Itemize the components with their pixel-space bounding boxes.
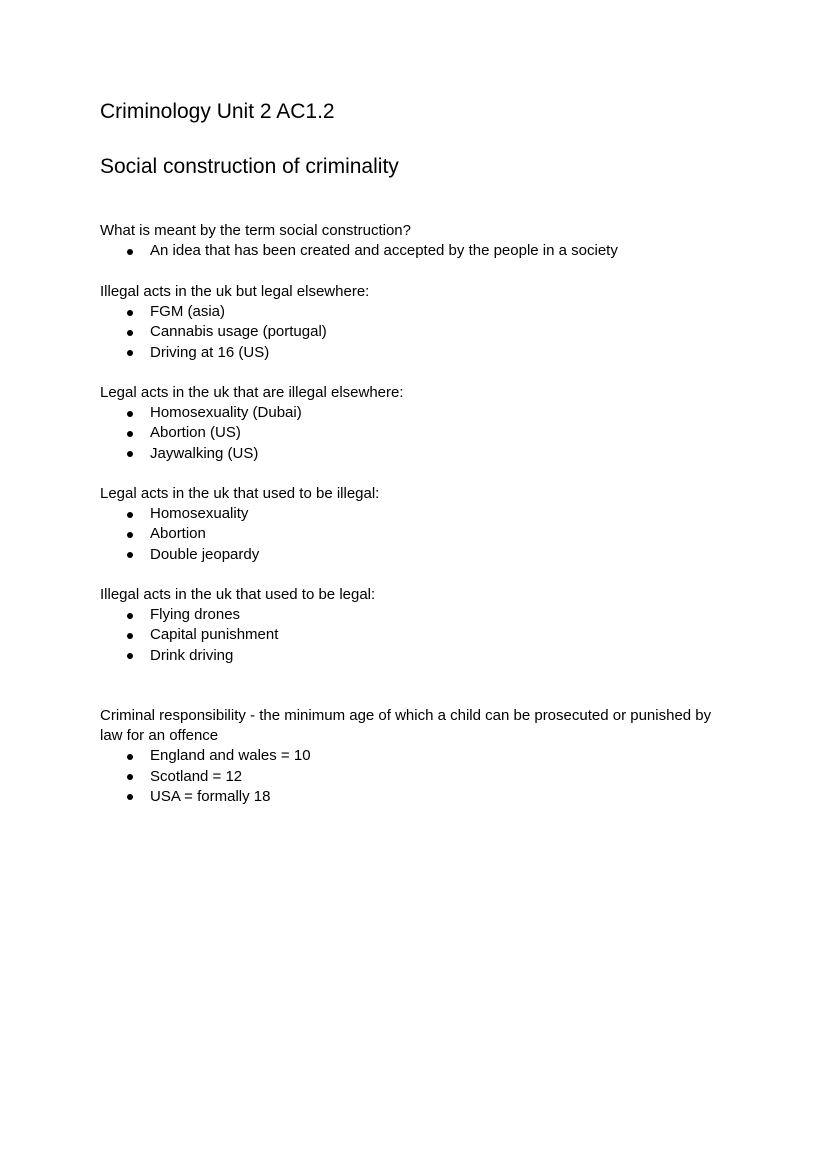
- list-item: Jaywalking (US): [100, 444, 730, 464]
- bullet-icon: [127, 774, 133, 780]
- bullet-icon: [127, 249, 133, 255]
- section-illegal-uk-legal-elsewhere: [100, 282, 730, 363]
- bullet-icon: [127, 754, 133, 760]
- bullet-list: [100, 746, 730, 807]
- list-item: Abortion: [100, 524, 730, 544]
- section-heading: Legal acts in the uk that used to be illegal:: [100, 485, 380, 502]
- bullet-list: [100, 605, 730, 666]
- bullet-list: [100, 302, 730, 363]
- list-item: Driving at 16 (US): [100, 343, 730, 363]
- list-item: Homosexuality (Dubai): [100, 403, 730, 423]
- list-item: Drink driving: [100, 646, 730, 666]
- list-item: An idea that has been created and accepted by the people in a society: [100, 241, 730, 261]
- bullet-icon: [127, 532, 133, 538]
- section-heading: What is meant by the term social construction?: [100, 222, 411, 239]
- list-item: England and wales = 10: [100, 746, 730, 766]
- section-heading: Illegal acts in the uk that used to be legal:: [100, 586, 376, 603]
- bullet-icon: [127, 552, 133, 558]
- list-item: FGM (asia): [100, 302, 730, 322]
- bullet-icon: [127, 330, 133, 336]
- bullet-list: [100, 403, 730, 464]
- list-item: USA = formally 18: [100, 787, 730, 807]
- list-item: Cannabis usage (portugal): [100, 322, 730, 342]
- section-criminal-responsibility: [100, 706, 730, 807]
- section-illegal-uk-used-to-be-legal: [100, 585, 730, 666]
- bullet-icon: [127, 512, 133, 518]
- list-item: Flying drones: [100, 605, 730, 625]
- section-heading: Illegal acts in the uk but legal elsewhere:: [100, 283, 370, 300]
- list-item: Abortion (US): [100, 423, 730, 443]
- bullet-list: [100, 504, 730, 565]
- bullet-icon: [127, 794, 133, 800]
- bullet-icon: [127, 431, 133, 437]
- bullet-icon: [127, 653, 133, 659]
- bullet-icon: [127, 310, 133, 316]
- section-social-construction: [100, 221, 730, 261]
- list-item: Homosexuality: [100, 504, 730, 524]
- bullet-list: [100, 241, 730, 261]
- section-heading: Legal acts in the uk that are illegal elsewhere:: [100, 384, 404, 401]
- section-legal-uk-illegal-elsewhere: [100, 383, 730, 464]
- list-item: Double jeopardy: [100, 545, 730, 565]
- bullet-icon: [127, 633, 133, 639]
- list-item: Scotland = 12: [100, 767, 730, 787]
- bullet-icon: [127, 613, 133, 619]
- section-heading: Criminal responsibility - the minimum age of which a child can be prosecuted or punished by law for an offence: [100, 707, 712, 745]
- bullet-icon: [127, 451, 133, 457]
- list-item: Capital punishment: [100, 625, 730, 645]
- document-subtitle: Social construction of criminality: [100, 155, 399, 178]
- section-legal-uk-used-to-be-illegal: [100, 484, 730, 565]
- document-title: Criminology Unit 2 AC1.2: [100, 100, 335, 123]
- bullet-icon: [127, 411, 133, 417]
- bullet-icon: [127, 350, 133, 356]
